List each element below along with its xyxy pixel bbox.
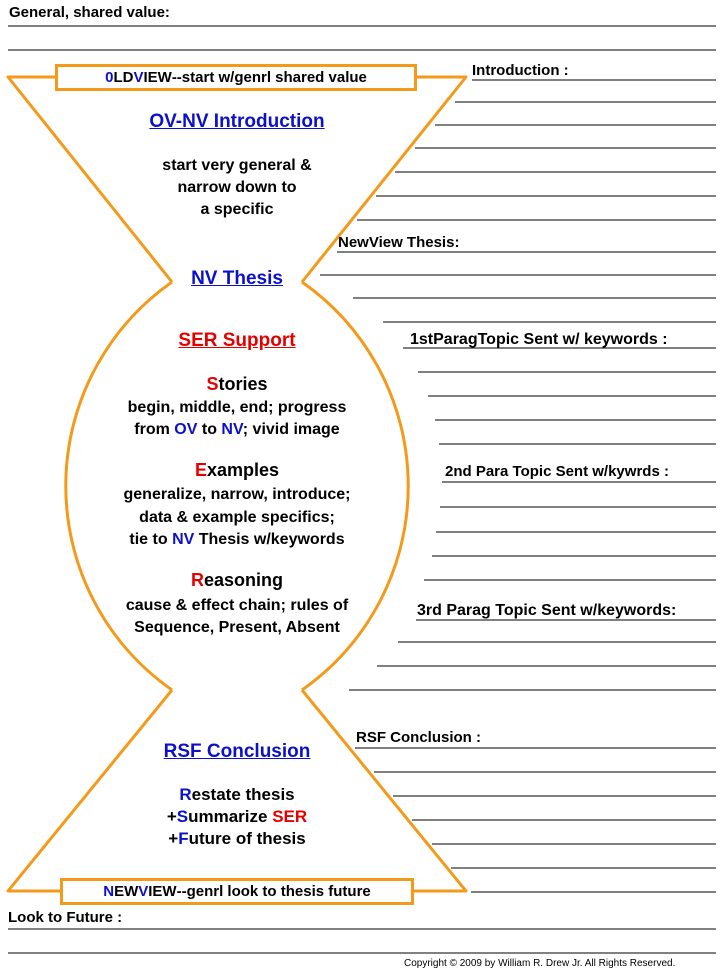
examples-line-3 (129, 529, 344, 551)
reasoning-line-1: cause & effect chain; rules of (125, 597, 349, 614)
examples-line3-thesis: Thesis w/keywords (194, 531, 345, 548)
future-plus: + (168, 829, 179, 848)
stories-heading (206, 374, 267, 395)
future-rest: uture of thesis (188, 829, 306, 848)
look-to-future-label (8, 909, 122, 926)
future-line (168, 828, 305, 850)
stories-line2-nv: NV (221, 421, 243, 438)
stories-line-2 (134, 419, 339, 441)
ser-support-title: SER Support (178, 330, 296, 351)
stories-line2-from: from (134, 421, 175, 438)
old-view-ld: LD (113, 69, 134, 86)
examples-line3-tie: tie to (129, 531, 173, 548)
ov-nv-introduction-title: OV-NV Introduction (149, 111, 325, 132)
header-suffix: : (164, 4, 170, 21)
old-view-box (55, 64, 417, 91)
examples-rest: xamples (206, 460, 280, 480)
reasoning-heading (191, 570, 283, 591)
summarize-ser: SER (272, 807, 308, 826)
top-funnel-right (302, 77, 466, 282)
restate-initial: R (179, 785, 192, 804)
intro-line-2: narrow down to (177, 179, 297, 196)
reasoning-initial: R (190, 570, 204, 590)
stories-line2-vivid: ; vivid image (242, 421, 340, 438)
newview-thesis-label: NewView Thesis: (338, 234, 460, 251)
examples-line3-nv: NV (172, 531, 195, 548)
bottom-funnel-left (8, 690, 172, 891)
new-view-description: --genrl look to thesis future (176, 883, 371, 900)
rsf-conclusion-label: RSF Conclusion : (356, 729, 481, 746)
reasoning-rest: easoning (203, 570, 284, 590)
new-view-ew: EW (114, 883, 139, 900)
reasoning-line-2: Sequence, Present, Absent (134, 619, 340, 636)
header-label-text: General, shared value (9, 4, 165, 21)
examples-line-1: generalize, narrow, introduce; (123, 486, 351, 503)
para1-topic-label: 1stParagTopic Sent w/ keywords : (410, 331, 668, 348)
new-view-box (60, 878, 414, 905)
para2-topic-label: 2nd Para Topic Sent w/kywrds : (445, 463, 669, 480)
new-view-v: V (138, 883, 149, 900)
old-view-iew: IEW (143, 69, 172, 86)
footer-label-text: Look to Future (8, 909, 113, 926)
old-view-o: 0 (105, 69, 114, 86)
para3-topic-label: 3rd Parag Topic Sent w/keywords: (417, 602, 677, 619)
summarize-initial: S (176, 807, 189, 826)
examples-initial: E (194, 460, 207, 480)
examples-heading (195, 460, 279, 481)
examples-line-2: data & example specifics; (139, 509, 335, 526)
copyright-notice: Copyright © 2009 by William R. Drew Jr. All Rights Reserved. (404, 958, 676, 969)
nv-thesis-title: NV Thesis (191, 268, 283, 289)
summarize-plus: + (166, 807, 177, 826)
stories-line-1: begin, middle, end; progress (127, 399, 347, 416)
future-initial: F (178, 829, 189, 848)
restate-rest: estate thesis (191, 785, 295, 804)
old-view-v: V (133, 69, 144, 86)
new-view-iew: IEW (148, 883, 177, 900)
stories-initial: S (206, 374, 219, 394)
bottom-funnel-right (302, 690, 466, 891)
stories-rest: tories (218, 374, 268, 394)
intro-line-3: a specific (200, 201, 274, 218)
introduction-label: Introduction : (472, 62, 569, 79)
stories-line2-to: to (197, 421, 222, 438)
rsf-conclusion-title: RSF Conclusion (163, 741, 311, 762)
general-shared-value-label (9, 4, 170, 21)
new-view-n: N (103, 883, 115, 900)
stories-line2-ov: OV (174, 421, 198, 438)
old-view-description: --start w/genrl shared value (171, 69, 367, 86)
top-funnel-left (8, 77, 172, 282)
footer-suffix: : (113, 909, 123, 926)
summarize-line (167, 806, 307, 828)
summarize-rest: ummarize (188, 807, 273, 826)
intro-line-1: start very general & (162, 157, 312, 174)
restate-line (179, 784, 294, 806)
